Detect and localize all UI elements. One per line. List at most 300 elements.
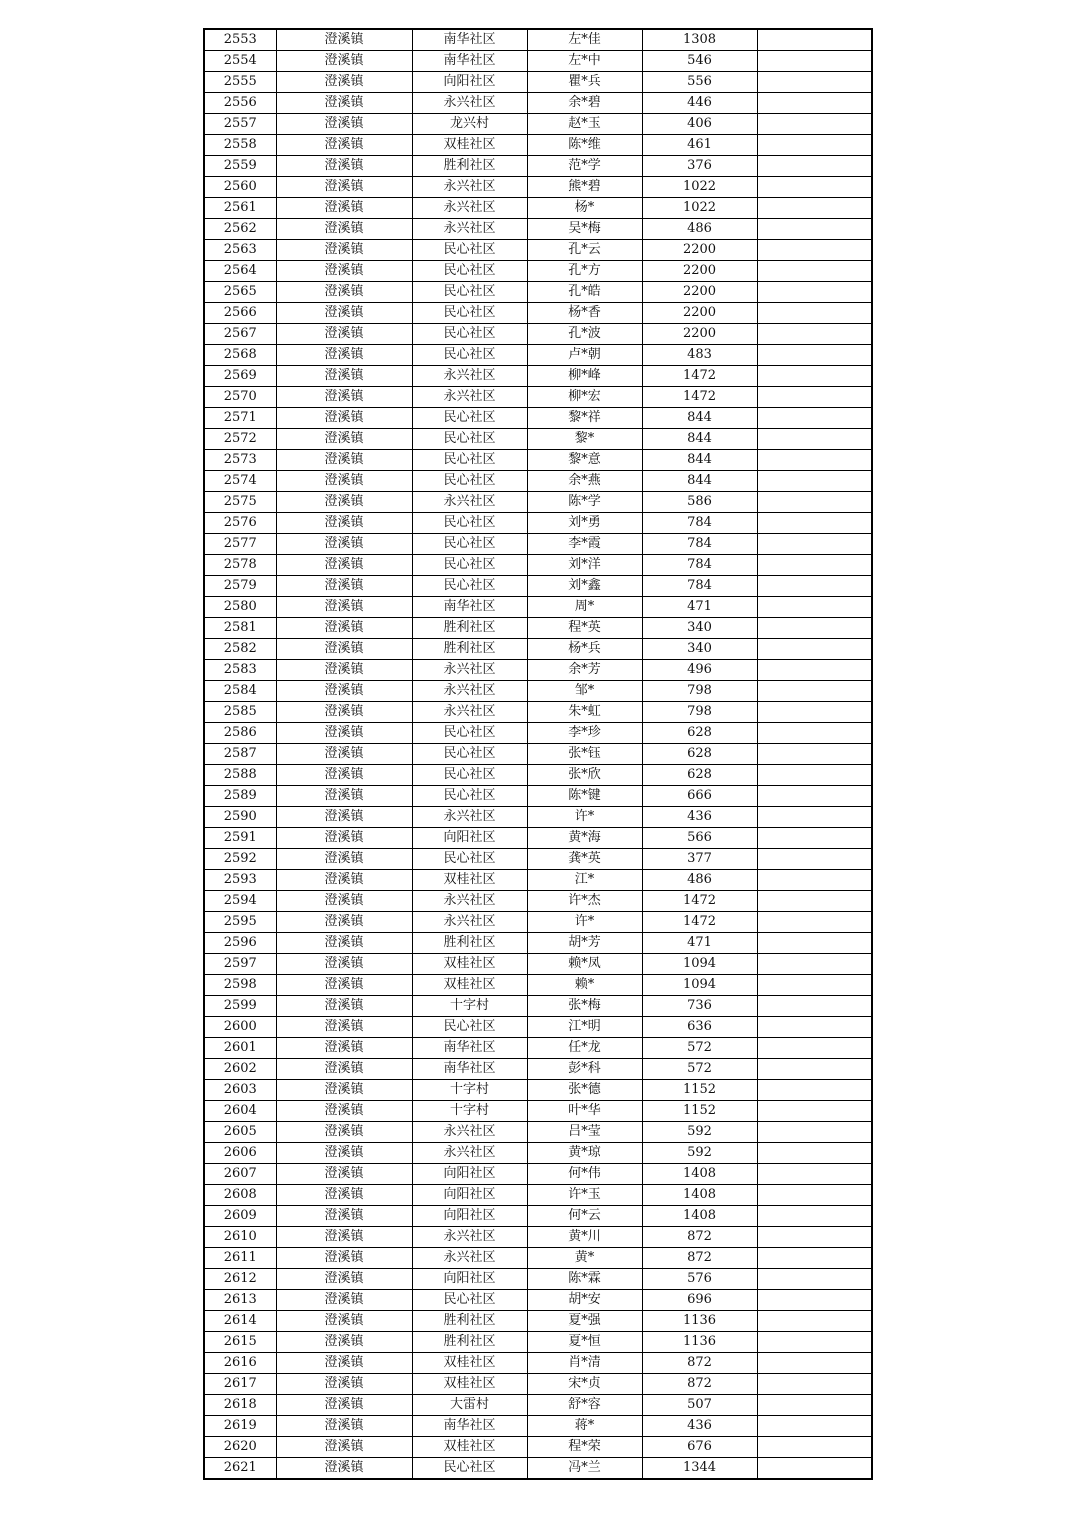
- serial-number-cell: 2602: [204, 1059, 276, 1080]
- name-cell: 蒋*: [527, 1416, 642, 1437]
- name-cell: 宋*贞: [527, 1374, 642, 1395]
- remark-cell: [757, 1122, 872, 1143]
- name-cell: 冯*兰: [527, 1458, 642, 1480]
- name-cell: 舒*容: [527, 1395, 642, 1416]
- name-cell: 何*云: [527, 1206, 642, 1227]
- serial-number-cell: 2563: [204, 240, 276, 261]
- amount-cell: 784: [642, 555, 757, 576]
- serial-number-cell: 2573: [204, 450, 276, 471]
- name-cell: 黄*川: [527, 1227, 642, 1248]
- town-cell: 澄溪镇: [276, 1080, 412, 1101]
- town-cell: 澄溪镇: [276, 744, 412, 765]
- community-cell: 双桂社区: [412, 1374, 527, 1395]
- remark-cell: [757, 1164, 872, 1185]
- name-cell: 李*珍: [527, 723, 642, 744]
- town-cell: 澄溪镇: [276, 429, 412, 450]
- town-cell: 澄溪镇: [276, 1458, 412, 1480]
- name-cell: 孔*波: [527, 324, 642, 345]
- name-cell: 赵*玉: [527, 114, 642, 135]
- serial-number-cell: 2560: [204, 177, 276, 198]
- serial-number-cell: 2589: [204, 786, 276, 807]
- table-row: [204, 29, 872, 51]
- amount-cell: 436: [642, 1416, 757, 1437]
- record-table: [203, 28, 873, 1480]
- table-row: [204, 1458, 872, 1480]
- serial-number-cell: 2576: [204, 513, 276, 534]
- amount-cell: 471: [642, 933, 757, 954]
- amount-cell: 2200: [642, 303, 757, 324]
- amount-cell: 872: [642, 1374, 757, 1395]
- town-cell: 澄溪镇: [276, 534, 412, 555]
- table-row: [204, 618, 872, 639]
- town-cell: 澄溪镇: [276, 114, 412, 135]
- community-cell: 永兴社区: [412, 387, 527, 408]
- remark-cell: [757, 303, 872, 324]
- community-cell: 双桂社区: [412, 870, 527, 891]
- community-cell: 民心社区: [412, 513, 527, 534]
- community-cell: 向阳社区: [412, 1164, 527, 1185]
- name-cell: 许*玉: [527, 1185, 642, 1206]
- amount-cell: 636: [642, 1017, 757, 1038]
- town-cell: 澄溪镇: [276, 1206, 412, 1227]
- name-cell: 龚*英: [527, 849, 642, 870]
- town-cell: 澄溪镇: [276, 29, 412, 51]
- remark-cell: [757, 1290, 872, 1311]
- table-row: [204, 219, 872, 240]
- serial-number-cell: 2579: [204, 576, 276, 597]
- remark-cell: [757, 1248, 872, 1269]
- table-row: [204, 93, 872, 114]
- town-cell: 澄溪镇: [276, 1185, 412, 1206]
- town-cell: 澄溪镇: [276, 492, 412, 513]
- town-cell: 澄溪镇: [276, 1248, 412, 1269]
- amount-cell: 1022: [642, 198, 757, 219]
- remark-cell: [757, 1017, 872, 1038]
- amount-cell: 2200: [642, 261, 757, 282]
- community-cell: 向阳社区: [412, 1185, 527, 1206]
- community-cell: 胜利社区: [412, 156, 527, 177]
- remark-cell: [757, 1185, 872, 1206]
- community-cell: 民心社区: [412, 324, 527, 345]
- amount-cell: 483: [642, 345, 757, 366]
- name-cell: 胡*芳: [527, 933, 642, 954]
- name-cell: 余*碧: [527, 93, 642, 114]
- community-cell: 民心社区: [412, 576, 527, 597]
- town-cell: 澄溪镇: [276, 1437, 412, 1458]
- amount-cell: 1408: [642, 1164, 757, 1185]
- name-cell: 何*伟: [527, 1164, 642, 1185]
- remark-cell: [757, 849, 872, 870]
- town-cell: 澄溪镇: [276, 198, 412, 219]
- town-cell: 澄溪镇: [276, 975, 412, 996]
- name-cell: 黄*海: [527, 828, 642, 849]
- community-cell: 南华社区: [412, 29, 527, 51]
- table-row: [204, 51, 872, 72]
- serial-number-cell: 2594: [204, 891, 276, 912]
- table-row: [204, 828, 872, 849]
- town-cell: 澄溪镇: [276, 891, 412, 912]
- remark-cell: [757, 1038, 872, 1059]
- table-row: [204, 954, 872, 975]
- town-cell: 澄溪镇: [276, 1353, 412, 1374]
- town-cell: 澄溪镇: [276, 702, 412, 723]
- community-cell: 向阳社区: [412, 1206, 527, 1227]
- community-cell: 民心社区: [412, 1290, 527, 1311]
- town-cell: 澄溪镇: [276, 597, 412, 618]
- name-cell: 左*中: [527, 51, 642, 72]
- table-row: [204, 660, 872, 681]
- community-cell: 永兴社区: [412, 198, 527, 219]
- town-cell: 澄溪镇: [276, 933, 412, 954]
- amount-cell: 1094: [642, 954, 757, 975]
- table-row: [204, 1038, 872, 1059]
- table-row: [204, 1080, 872, 1101]
- serial-number-cell: 2621: [204, 1458, 276, 1480]
- serial-number-cell: 2601: [204, 1038, 276, 1059]
- table-row: [204, 1164, 872, 1185]
- remark-cell: [757, 828, 872, 849]
- table-row: [204, 324, 872, 345]
- town-cell: 澄溪镇: [276, 1122, 412, 1143]
- remark-cell: [757, 261, 872, 282]
- table-row: [204, 303, 872, 324]
- community-cell: 民心社区: [412, 261, 527, 282]
- table-row: [204, 1206, 872, 1227]
- town-cell: 澄溪镇: [276, 471, 412, 492]
- amount-cell: 798: [642, 702, 757, 723]
- serial-number-cell: 2586: [204, 723, 276, 744]
- name-cell: 柳*峰: [527, 366, 642, 387]
- name-cell: 陈*维: [527, 135, 642, 156]
- town-cell: 澄溪镇: [276, 261, 412, 282]
- name-cell: 许*: [527, 912, 642, 933]
- community-cell: 南华社区: [412, 1059, 527, 1080]
- name-cell: 赖*: [527, 975, 642, 996]
- community-cell: 十字村: [412, 1101, 527, 1122]
- community-cell: 龙兴村: [412, 114, 527, 135]
- amount-cell: 377: [642, 849, 757, 870]
- town-cell: 澄溪镇: [276, 303, 412, 324]
- name-cell: 胡*安: [527, 1290, 642, 1311]
- community-cell: 南华社区: [412, 1416, 527, 1437]
- remark-cell: [757, 660, 872, 681]
- table-row: [204, 387, 872, 408]
- remark-cell: [757, 72, 872, 93]
- name-cell: 黎*: [527, 429, 642, 450]
- serial-number-cell: 2567: [204, 324, 276, 345]
- remark-cell: [757, 408, 872, 429]
- community-cell: 胜利社区: [412, 1332, 527, 1353]
- name-cell: 孔*皓: [527, 282, 642, 303]
- town-cell: 澄溪镇: [276, 765, 412, 786]
- community-cell: 永兴社区: [412, 807, 527, 828]
- serial-number-cell: 2557: [204, 114, 276, 135]
- table-row: [204, 1017, 872, 1038]
- town-cell: 澄溪镇: [276, 135, 412, 156]
- table-row: [204, 807, 872, 828]
- serial-number-cell: 2565: [204, 282, 276, 303]
- community-cell: 向阳社区: [412, 828, 527, 849]
- amount-cell: 628: [642, 744, 757, 765]
- serial-number-cell: 2608: [204, 1185, 276, 1206]
- serial-number-cell: 2595: [204, 912, 276, 933]
- town-cell: 澄溪镇: [276, 366, 412, 387]
- serial-number-cell: 2583: [204, 660, 276, 681]
- serial-number-cell: 2554: [204, 51, 276, 72]
- name-cell: 肖*清: [527, 1353, 642, 1374]
- amount-cell: 461: [642, 135, 757, 156]
- remark-cell: [757, 177, 872, 198]
- community-cell: 永兴社区: [412, 177, 527, 198]
- town-cell: 澄溪镇: [276, 1311, 412, 1332]
- community-cell: 永兴社区: [412, 1248, 527, 1269]
- remark-cell: [757, 786, 872, 807]
- table-row: [204, 786, 872, 807]
- town-cell: 澄溪镇: [276, 954, 412, 975]
- remark-cell: [757, 219, 872, 240]
- remark-cell: [757, 1143, 872, 1164]
- serial-number-cell: 2591: [204, 828, 276, 849]
- amount-cell: 340: [642, 618, 757, 639]
- remark-cell: [757, 450, 872, 471]
- name-cell: 张*梅: [527, 996, 642, 1017]
- amount-cell: 566: [642, 828, 757, 849]
- remark-cell: [757, 1101, 872, 1122]
- name-cell: 余*芳: [527, 660, 642, 681]
- amount-cell: 406: [642, 114, 757, 135]
- remark-cell: [757, 576, 872, 597]
- name-cell: 张*德: [527, 1080, 642, 1101]
- community-cell: 双桂社区: [412, 1437, 527, 1458]
- amount-cell: 1344: [642, 1458, 757, 1480]
- town-cell: 澄溪镇: [276, 870, 412, 891]
- town-cell: 澄溪镇: [276, 345, 412, 366]
- community-cell: 民心社区: [412, 786, 527, 807]
- remark-cell: [757, 198, 872, 219]
- serial-number-cell: 2561: [204, 198, 276, 219]
- name-cell: 孔*方: [527, 261, 642, 282]
- name-cell: 李*霞: [527, 534, 642, 555]
- name-cell: 夏*恒: [527, 1332, 642, 1353]
- amount-cell: 340: [642, 639, 757, 660]
- serial-number-cell: 2605: [204, 1122, 276, 1143]
- town-cell: 澄溪镇: [276, 660, 412, 681]
- community-cell: 胜利社区: [412, 1311, 527, 1332]
- amount-cell: 844: [642, 471, 757, 492]
- amount-cell: 844: [642, 408, 757, 429]
- remark-cell: [757, 618, 872, 639]
- community-cell: 民心社区: [412, 240, 527, 261]
- remark-cell: [757, 1269, 872, 1290]
- community-cell: 胜利社区: [412, 933, 527, 954]
- remark-cell: [757, 954, 872, 975]
- remark-cell: [757, 282, 872, 303]
- amount-cell: 376: [642, 156, 757, 177]
- amount-cell: 556: [642, 72, 757, 93]
- remark-cell: [757, 1080, 872, 1101]
- town-cell: 澄溪镇: [276, 324, 412, 345]
- community-cell: 民心社区: [412, 345, 527, 366]
- amount-cell: 628: [642, 765, 757, 786]
- remark-cell: [757, 114, 872, 135]
- name-cell: 杨*: [527, 198, 642, 219]
- community-cell: 南华社区: [412, 597, 527, 618]
- serial-number-cell: 2613: [204, 1290, 276, 1311]
- serial-number-cell: 2559: [204, 156, 276, 177]
- town-cell: 澄溪镇: [276, 1164, 412, 1185]
- serial-number-cell: 2568: [204, 345, 276, 366]
- remark-cell: [757, 366, 872, 387]
- remark-cell: [757, 1416, 872, 1437]
- community-cell: 民心社区: [412, 429, 527, 450]
- community-cell: 双桂社区: [412, 954, 527, 975]
- serial-number-cell: 2597: [204, 954, 276, 975]
- community-cell: 民心社区: [412, 534, 527, 555]
- amount-cell: 872: [642, 1227, 757, 1248]
- serial-number-cell: 2556: [204, 93, 276, 114]
- remark-cell: [757, 723, 872, 744]
- serial-number-cell: 2569: [204, 366, 276, 387]
- town-cell: 澄溪镇: [276, 1227, 412, 1248]
- serial-number-cell: 2585: [204, 702, 276, 723]
- town-cell: 澄溪镇: [276, 1059, 412, 1080]
- community-cell: 永兴社区: [412, 492, 527, 513]
- name-cell: 柳*宏: [527, 387, 642, 408]
- amount-cell: 1308: [642, 29, 757, 51]
- amount-cell: 1022: [642, 177, 757, 198]
- name-cell: 孔*云: [527, 240, 642, 261]
- community-cell: 永兴社区: [412, 1143, 527, 1164]
- community-cell: 永兴社区: [412, 1122, 527, 1143]
- remark-cell: [757, 156, 872, 177]
- table-row: [204, 261, 872, 282]
- table-row: [204, 1395, 872, 1416]
- table-row: [204, 1185, 872, 1206]
- serial-number-cell: 2577: [204, 534, 276, 555]
- town-cell: 澄溪镇: [276, 1269, 412, 1290]
- serial-number-cell: 2599: [204, 996, 276, 1017]
- town-cell: 澄溪镇: [276, 282, 412, 303]
- amount-cell: 844: [642, 450, 757, 471]
- amount-cell: 784: [642, 513, 757, 534]
- amount-cell: 546: [642, 51, 757, 72]
- table-row: [204, 198, 872, 219]
- community-cell: 双桂社区: [412, 975, 527, 996]
- remark-cell: [757, 1311, 872, 1332]
- community-cell: 大雷村: [412, 1395, 527, 1416]
- remark-cell: [757, 135, 872, 156]
- community-cell: 南华社区: [412, 51, 527, 72]
- table-row: [204, 1437, 872, 1458]
- serial-number-cell: 2596: [204, 933, 276, 954]
- remark-cell: [757, 597, 872, 618]
- town-cell: 澄溪镇: [276, 93, 412, 114]
- table-row: [204, 933, 872, 954]
- remark-cell: [757, 492, 872, 513]
- table-row: [204, 1332, 872, 1353]
- amount-cell: 1152: [642, 1101, 757, 1122]
- serial-number-cell: 2570: [204, 387, 276, 408]
- name-cell: 陈*霖: [527, 1269, 642, 1290]
- table-row: [204, 345, 872, 366]
- name-cell: 吕*莹: [527, 1122, 642, 1143]
- serial-number-cell: 2619: [204, 1416, 276, 1437]
- serial-number-cell: 2566: [204, 303, 276, 324]
- community-cell: 永兴社区: [412, 912, 527, 933]
- name-cell: 彭*科: [527, 1059, 642, 1080]
- name-cell: 张*钰: [527, 744, 642, 765]
- remark-cell: [757, 1458, 872, 1480]
- table-row: [204, 1059, 872, 1080]
- town-cell: 澄溪镇: [276, 996, 412, 1017]
- name-cell: 卢*朝: [527, 345, 642, 366]
- table-row: [204, 450, 872, 471]
- amount-cell: 844: [642, 429, 757, 450]
- serial-number-cell: 2606: [204, 1143, 276, 1164]
- town-cell: 澄溪镇: [276, 849, 412, 870]
- amount-cell: 1472: [642, 387, 757, 408]
- table-row: [204, 681, 872, 702]
- town-cell: 澄溪镇: [276, 681, 412, 702]
- remark-cell: [757, 807, 872, 828]
- name-cell: 许*: [527, 807, 642, 828]
- amount-cell: 1136: [642, 1311, 757, 1332]
- town-cell: 澄溪镇: [276, 1017, 412, 1038]
- table-row: [204, 366, 872, 387]
- serial-number-cell: 2607: [204, 1164, 276, 1185]
- amount-cell: 486: [642, 870, 757, 891]
- community-cell: 永兴社区: [412, 1227, 527, 1248]
- amount-cell: 784: [642, 534, 757, 555]
- table-row: [204, 702, 872, 723]
- serial-number-cell: 2555: [204, 72, 276, 93]
- amount-cell: 1472: [642, 912, 757, 933]
- remark-cell: [757, 891, 872, 912]
- table-row: [204, 597, 872, 618]
- serial-number-cell: 2609: [204, 1206, 276, 1227]
- serial-number-cell: 2587: [204, 744, 276, 765]
- table-row: [204, 72, 872, 93]
- name-cell: 江*: [527, 870, 642, 891]
- remark-cell: [757, 912, 872, 933]
- community-cell: 向阳社区: [412, 72, 527, 93]
- serial-number-cell: 2612: [204, 1269, 276, 1290]
- table-row: [204, 765, 872, 786]
- amount-cell: 1408: [642, 1206, 757, 1227]
- remark-cell: [757, 744, 872, 765]
- serial-number-cell: 2578: [204, 555, 276, 576]
- remark-cell: [757, 93, 872, 114]
- name-cell: 杨*香: [527, 303, 642, 324]
- remark-cell: [757, 1374, 872, 1395]
- table-row: [204, 1227, 872, 1248]
- community-cell: 民心社区: [412, 303, 527, 324]
- table-row: [204, 240, 872, 261]
- serial-number-cell: 2584: [204, 681, 276, 702]
- remark-cell: [757, 870, 872, 891]
- name-cell: 吴*梅: [527, 219, 642, 240]
- amount-cell: 736: [642, 996, 757, 1017]
- town-cell: 澄溪镇: [276, 72, 412, 93]
- name-cell: 张*欣: [527, 765, 642, 786]
- town-cell: 澄溪镇: [276, 177, 412, 198]
- serial-number-cell: 2562: [204, 219, 276, 240]
- amount-cell: 507: [642, 1395, 757, 1416]
- serial-number-cell: 2571: [204, 408, 276, 429]
- serial-number-cell: 2598: [204, 975, 276, 996]
- remark-cell: [757, 555, 872, 576]
- serial-number-cell: 2588: [204, 765, 276, 786]
